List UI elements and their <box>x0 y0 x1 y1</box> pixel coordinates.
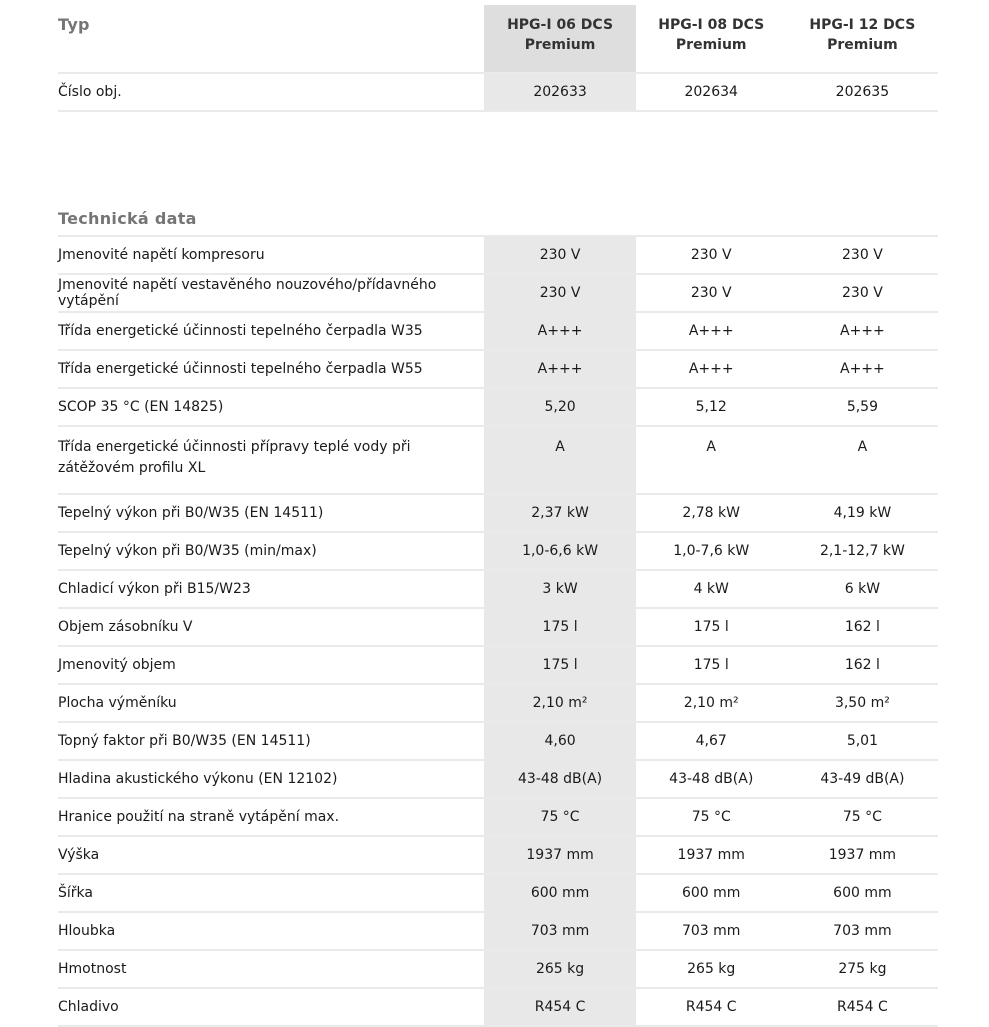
spec-value: 230 V <box>484 236 635 274</box>
type-label: Typ <box>58 15 90 34</box>
spec-value: 265 kg <box>636 950 787 988</box>
spec-value: 2,1-12,7 kW <box>787 532 938 570</box>
spec-value: A+++ <box>484 312 635 350</box>
spec-value: 175 l <box>636 608 787 646</box>
spec-row <box>58 684 938 722</box>
spec-value: 1937 mm <box>484 836 635 874</box>
spec-value: 43-49 dB(A) <box>787 760 938 798</box>
spec-value: 4 kW <box>636 570 787 608</box>
spec-label: Hladina akustického výkonu (EN 12102) <box>58 760 484 798</box>
spec-value: 1937 mm <box>787 836 938 874</box>
spec-row <box>58 950 938 988</box>
spec-value: 1,0-7,6 kW <box>636 532 787 570</box>
spec-value: 2,10 m² <box>484 684 635 722</box>
spec-value: 75 °C <box>787 798 938 836</box>
model-name: HPG-I 08 DCS <box>658 17 765 33</box>
spec-value: 2,10 m² <box>636 684 787 722</box>
spec-row <box>58 760 938 798</box>
spec-row <box>58 646 938 684</box>
spec-label: SCOP 35 °C (EN 14825) <box>58 388 484 426</box>
model-variant: Premium <box>524 37 596 53</box>
spec-label: Hloubka <box>58 912 484 950</box>
spec-label: Objem zásobníku V <box>58 608 484 646</box>
spec-value: 5,01 <box>787 722 938 760</box>
spec-row <box>58 274 938 312</box>
spec-label: Šířka <box>58 874 484 912</box>
spec-value: 2,78 kW <box>636 494 787 532</box>
spec-label: Tepelný výkon při B0/W35 (EN 14511) <box>58 494 484 532</box>
spec-value: 230 V <box>484 274 635 312</box>
spec-value: R454 C <box>787 988 938 1026</box>
spec-value: R454 C <box>636 988 787 1026</box>
spec-value: 1937 mm <box>636 836 787 874</box>
spec-value: A <box>787 426 938 494</box>
spec-value: 43-48 dB(A) <box>636 760 787 798</box>
spec-value: 265 kg <box>484 950 635 988</box>
model-header-3 <box>787 5 938 73</box>
spec-value: 4,67 <box>636 722 787 760</box>
spec-value: 600 mm <box>636 874 787 912</box>
spec-value: A+++ <box>484 350 635 388</box>
model-variant: Premium <box>675 37 747 53</box>
spec-value: 5,20 <box>484 388 635 426</box>
spec-label: Jmenovitý objem <box>58 646 484 684</box>
spec-value: A+++ <box>787 350 938 388</box>
spec-row <box>58 494 938 532</box>
spec-row <box>58 570 938 608</box>
spec-label: Tepelný výkon při B0/W35 (min/max) <box>58 532 484 570</box>
spec-label: Hranice použití na straně vytápění max. <box>58 798 484 836</box>
spec-value: 3 kW <box>484 570 635 608</box>
spec-value: 3,50 m² <box>787 684 938 722</box>
spec-value: 4,60 <box>484 722 635 760</box>
model-name: HPG-I 12 DCS <box>809 17 916 33</box>
spec-value: R454 C <box>484 988 635 1026</box>
spec-value: 230 V <box>636 274 787 312</box>
spec-value: 600 mm <box>787 874 938 912</box>
order-number-row <box>58 73 938 111</box>
spec-row <box>58 236 938 274</box>
spec-label: Chladicí výkon při B15/W23 <box>58 570 484 608</box>
spec-row <box>58 722 938 760</box>
spec-label: Výška <box>58 836 484 874</box>
spec-value: 175 l <box>484 608 635 646</box>
spec-label: Třída energetické účinnosti tepelného čerpadla W35 <box>58 312 484 350</box>
spec-value: 75 °C <box>636 798 787 836</box>
spec-row <box>58 836 938 874</box>
spec-value: A+++ <box>636 312 787 350</box>
header-row <box>58 5 938 73</box>
section-spacer <box>58 111 938 190</box>
spec-value: 75 °C <box>484 798 635 836</box>
spec-table-container <box>58 5 938 1027</box>
spec-value: 2,37 kW <box>484 494 635 532</box>
spec-label: Třída energetické účinnosti tepelného čerpadla W55 <box>58 350 484 388</box>
spec-value: 230 V <box>787 236 938 274</box>
spec-value: A <box>636 426 787 494</box>
spec-value: 4,19 kW <box>787 494 938 532</box>
spec-label: Hmotnost <box>58 950 484 988</box>
spec-value: 1,0-6,6 kW <box>484 532 635 570</box>
spec-value: 175 l <box>636 646 787 684</box>
spec-row <box>58 426 938 494</box>
spec-value: A+++ <box>787 312 938 350</box>
spec-table <box>58 5 938 1027</box>
section-header-row <box>58 190 938 236</box>
spec-row <box>58 912 938 950</box>
spec-value: 703 mm <box>787 912 938 950</box>
spec-label: Jmenovité napětí vestavěného nouzového/přídavného vytápění <box>58 274 484 312</box>
spec-row <box>58 988 938 1026</box>
spec-row <box>58 350 938 388</box>
spec-label: Topný faktor při B0/W35 (EN 14511) <box>58 722 484 760</box>
spec-value: 703 mm <box>636 912 787 950</box>
spec-value: 6 kW <box>787 570 938 608</box>
spec-value: 230 V <box>787 274 938 312</box>
spec-value: A+++ <box>636 350 787 388</box>
spec-value: 175 l <box>484 646 635 684</box>
spec-row <box>58 874 938 912</box>
section-title: Technická data <box>58 209 197 228</box>
order-number-label: Číslo obj. <box>58 73 484 111</box>
model-header-1 <box>484 5 635 73</box>
spec-row <box>58 798 938 836</box>
spec-label: Plocha výměníku <box>58 684 484 722</box>
spec-label: Chladivo <box>58 988 484 1026</box>
model-header-2 <box>636 5 787 73</box>
spec-value: 600 mm <box>484 874 635 912</box>
spec-row <box>58 532 938 570</box>
order-number-value: 202633 <box>484 73 635 111</box>
spec-value: 5,59 <box>787 388 938 426</box>
spec-value: 162 l <box>787 646 938 684</box>
order-number-value: 202634 <box>636 73 787 111</box>
spec-row <box>58 608 938 646</box>
spec-value: 703 mm <box>484 912 635 950</box>
spec-row <box>58 388 938 426</box>
spec-value: 43-48 dB(A) <box>484 760 635 798</box>
model-variant: Premium <box>827 37 898 53</box>
spec-row <box>58 312 938 350</box>
spec-label: Třída energetické účinnosti přípravy teplé vody při zátěžovém profilu XL <box>58 426 484 494</box>
spec-value: 275 kg <box>787 950 938 988</box>
spec-value: 230 V <box>636 236 787 274</box>
model-name: HPG-I 06 DCS <box>507 17 614 33</box>
spec-value: 162 l <box>787 608 938 646</box>
order-number-value: 202635 <box>787 73 938 111</box>
spec-label: Jmenovité napětí kompresoru <box>58 236 484 274</box>
spec-value: A <box>484 426 635 494</box>
spec-value: 5,12 <box>636 388 787 426</box>
